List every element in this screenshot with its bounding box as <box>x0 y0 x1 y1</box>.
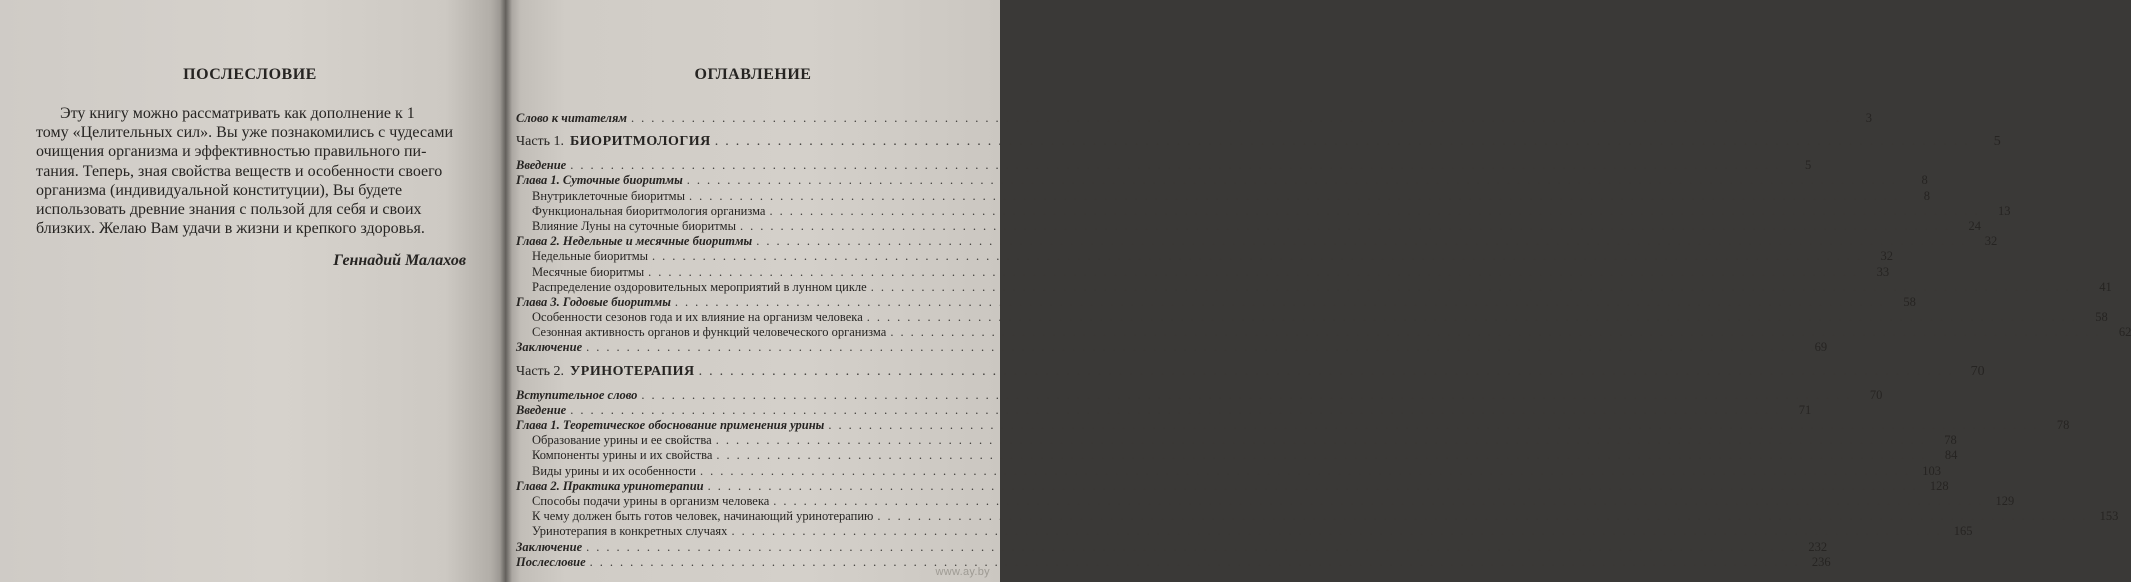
author-signature: Геннадий Малахов <box>333 252 466 269</box>
toc-entry <box>516 234 1998 249</box>
toc-page-number: 70 <box>1869 387 1883 402</box>
afterword-title: ПОСЛЕСЛОВИЕ <box>183 66 317 83</box>
toc-entry <box>516 173 1928 188</box>
toc-entry-label: Месячные биоритмы <box>532 264 645 279</box>
toc-page-number: 13 <box>1997 203 2011 218</box>
toc-page-number: 78 <box>2056 418 2070 432</box>
toc-entry <box>516 493 2015 509</box>
toc-leader-dots: ........................................................................................................................ <box>648 264 1864 279</box>
toc-page-number: 165 <box>1953 524 1973 539</box>
toc-entry <box>516 509 2119 524</box>
toc-leader-dots: ........................................................................................................................ <box>586 340 1802 355</box>
toc-entry-label: Уринотерапия в конкретных случаях <box>532 524 728 539</box>
toc-entry-label: Особенности сезонов года и их влияние на организм человека <box>532 310 863 325</box>
toc-entry <box>516 361 1985 383</box>
toc-leader-dots: ........................................................................................................................ <box>731 524 1947 539</box>
toc-leader-dots: ........................................................................................................................ <box>773 493 1989 508</box>
afterword-body <box>36 104 496 238</box>
toc-page-number: 71 <box>1798 402 1812 417</box>
toc-entry-label: Распределение оздоровительных мероприятий в лунном цикле <box>532 279 867 294</box>
toc-leader-dots: ........................................................................................................................ <box>652 249 1868 264</box>
afterword-line: использовать древние знания с пользой для себя и своих <box>36 200 422 218</box>
afterword-line: Эту книгу можно рассматривать как дополнение к 1 <box>60 105 415 122</box>
toc-entry <box>516 433 1957 448</box>
toc-entry-label: Глава 2. Практика уринотерапии <box>516 478 704 493</box>
toc-page-number: 5 <box>1993 134 2001 150</box>
toc-entry-label: Заключение <box>516 340 583 355</box>
toc-entry <box>516 131 2001 153</box>
toc-leader-dots: ........................................................................................................................ <box>630 111 1846 125</box>
toc-entry <box>516 111 1872 126</box>
afterword-line: очищения организма и эффективностью правильного пи- <box>36 143 427 161</box>
toc-page-number: 32 <box>1984 234 1998 249</box>
toc-entry-label: Внутриклеточные биоритмы <box>532 188 685 203</box>
toc-leader-dots: ........................................................................................................................ <box>716 448 1932 463</box>
toc-page-number: 70 <box>1970 363 1985 379</box>
toc-page-number: 62 <box>2118 325 2131 340</box>
toc-entry <box>516 294 1916 310</box>
toc-page-number: 32 <box>1880 249 1894 264</box>
book-gutter <box>500 0 512 582</box>
toc-leader-dots: ........................................................................................................................ <box>715 433 1931 448</box>
toc-entry-label: Недельные биоритмы <box>532 249 649 264</box>
toc-page-number: 129 <box>1995 493 2015 508</box>
toc-page-number: 236 <box>1811 554 1831 569</box>
toc-page-number: 78 <box>1944 433 1957 448</box>
toc-page-number: 33 <box>1876 264 1890 279</box>
afterword-line: тания. Теперь, зная свойства веществ и особенности своего <box>36 162 443 180</box>
toc-page-number: 8 <box>1921 173 1928 188</box>
toc-page-number: 69 <box>1814 340 1828 355</box>
toc-entry <box>516 539 1828 555</box>
toc-entry-label: К чему должен быть готов человек, начинающий уринотерапию <box>532 509 874 524</box>
toc-entry-label: Функциональная биоритмология организма <box>532 203 766 218</box>
toc-page-number: 232 <box>1808 539 1828 554</box>
toc-entry-label: УРИНОТЕРАПИЯ <box>570 363 695 379</box>
toc-entry-label: Влияние Луны на суточные биоритмы <box>532 218 736 233</box>
toc-entry <box>516 264 1890 280</box>
toc-leader-dots: ........................................................................................................................ <box>688 188 1904 203</box>
toc-entry <box>516 218 1981 234</box>
toc-entry-label: Послесловие <box>516 554 586 569</box>
toc-entry-label: Глава 1. Теоретическое обоснование применения урины <box>516 418 825 432</box>
afterword-line: тому «Целительных сил». Вы уже познакомились с чудесами <box>36 124 453 142</box>
toc-entry <box>516 463 1941 479</box>
toc-part-number: Часть 1. <box>516 134 565 150</box>
afterword-line: организма (индивидуальной конституции), Вы будете <box>36 181 403 199</box>
toc-page-number: 3 <box>1865 111 1872 125</box>
toc-entry <box>516 524 1973 539</box>
toc-entry-label: БИОРИТМОЛОГИЯ <box>570 134 711 150</box>
toc-leader-dots: ........................................................................................................................ <box>769 203 1985 218</box>
toc-entry <box>516 554 1831 570</box>
toc-leader-dots: ........................................................................................................................ <box>870 279 2086 294</box>
toc-part-number: Часть 2. <box>516 363 565 379</box>
toc-leader-dots: ........................................................................................................................ <box>698 363 1959 379</box>
toc-entry <box>516 418 2070 433</box>
toc-leader-dots: ........................................................................................................................ <box>866 310 2082 325</box>
toc-entry <box>516 325 2131 340</box>
toc-entry <box>516 387 1883 403</box>
toc-page-number: 153 <box>2099 509 2119 524</box>
toc-leader-dots: ........................................................................................................................ <box>641 387 1857 402</box>
left-page <box>0 0 506 582</box>
toc-entry-label: Виды урины и их особенности <box>532 463 696 478</box>
toc-entry-label: Компоненты урины и их свойства <box>532 448 713 463</box>
toc-leader-dots: ........................................................................................................................ <box>890 325 2106 340</box>
toc-page-number: 58 <box>1903 294 1916 309</box>
toc-entry <box>516 158 1812 173</box>
toc-entry-label: Сезонная активность органов и функций человеческого организма <box>532 325 887 340</box>
toc-entry-label: Слово к читателям <box>516 111 627 125</box>
toc-leader-dots: ........................................................................................................................ <box>739 218 1955 233</box>
toc-leader-dots: ........................................................................................................................ <box>589 554 1805 569</box>
toc-title: ОГЛАВЛЕНИЕ <box>694 66 812 83</box>
toc-page-number: 41 <box>2099 279 2112 294</box>
toc-entry-label: Глава 3. Годовые биоритмы <box>516 294 671 309</box>
toc-entry <box>516 478 1949 494</box>
toc-entry-label: Способы подачи урины в организм человека <box>532 493 770 508</box>
toc-entry-label: Глава 1. Суточные биоритмы <box>516 173 683 188</box>
toc-entry-label: Заключение <box>516 539 583 554</box>
toc-entry <box>516 340 1828 355</box>
toc-page-number: 24 <box>1968 218 1981 233</box>
toc-leader-dots: ........................................................................................................................ <box>570 402 1786 417</box>
table-of-contents <box>516 111 2131 570</box>
toc-entry-label: Глава 2. Недельные и месячные биоритмы <box>516 234 753 249</box>
toc-page-number: 128 <box>1929 478 1949 493</box>
toc-leader-dots: ........................................................................................................................ <box>828 418 2044 432</box>
toc-entry <box>516 279 2112 295</box>
toc-leader-dots: ........................................................................................................................ <box>674 294 1890 309</box>
watermark: www.ay.by <box>935 566 990 578</box>
toc-page-number: 8 <box>1923 188 1930 203</box>
toc-entry <box>516 310 2108 325</box>
toc-entry <box>516 249 1894 264</box>
toc-entry-label: Вступительное слово <box>516 387 638 402</box>
toc-page-number: 5 <box>1804 158 1812 173</box>
toc-entry-label: Введение <box>516 158 567 173</box>
toc-entry <box>516 188 1930 204</box>
toc-leader-dots: ........................................................................................................................ <box>707 478 1923 493</box>
toc-entry-label: Образование урины и ее свойства <box>532 433 712 448</box>
toc-entry <box>516 402 1812 418</box>
toc-leader-dots: ........................................................................................................................ <box>586 539 1802 554</box>
toc-leader-dots: ........................................................................................................................ <box>756 234 1972 249</box>
toc-entry <box>516 203 2011 219</box>
toc-page-number: 58 <box>2095 310 2108 325</box>
toc-leader-dots: ........................................................................................................................ <box>699 463 1915 478</box>
toc-leader-dots: ........................................................................................................................ <box>714 134 1975 150</box>
toc-leader-dots: ........................................................................................................................ <box>877 509 2093 524</box>
toc-leader-dots: ........................................................................................................................ <box>686 173 1902 188</box>
toc-page-number: 84 <box>1944 448 1958 463</box>
toc-entry <box>516 448 1958 463</box>
toc-page-number: 103 <box>1922 463 1941 478</box>
toc-leader-dots: ........................................................................................................................ <box>570 158 1786 173</box>
toc-entry-label: Введение <box>516 402 567 417</box>
afterword-line: близких. Желаю Вам удачи в жизни и крепкого здоровья. <box>36 220 425 238</box>
